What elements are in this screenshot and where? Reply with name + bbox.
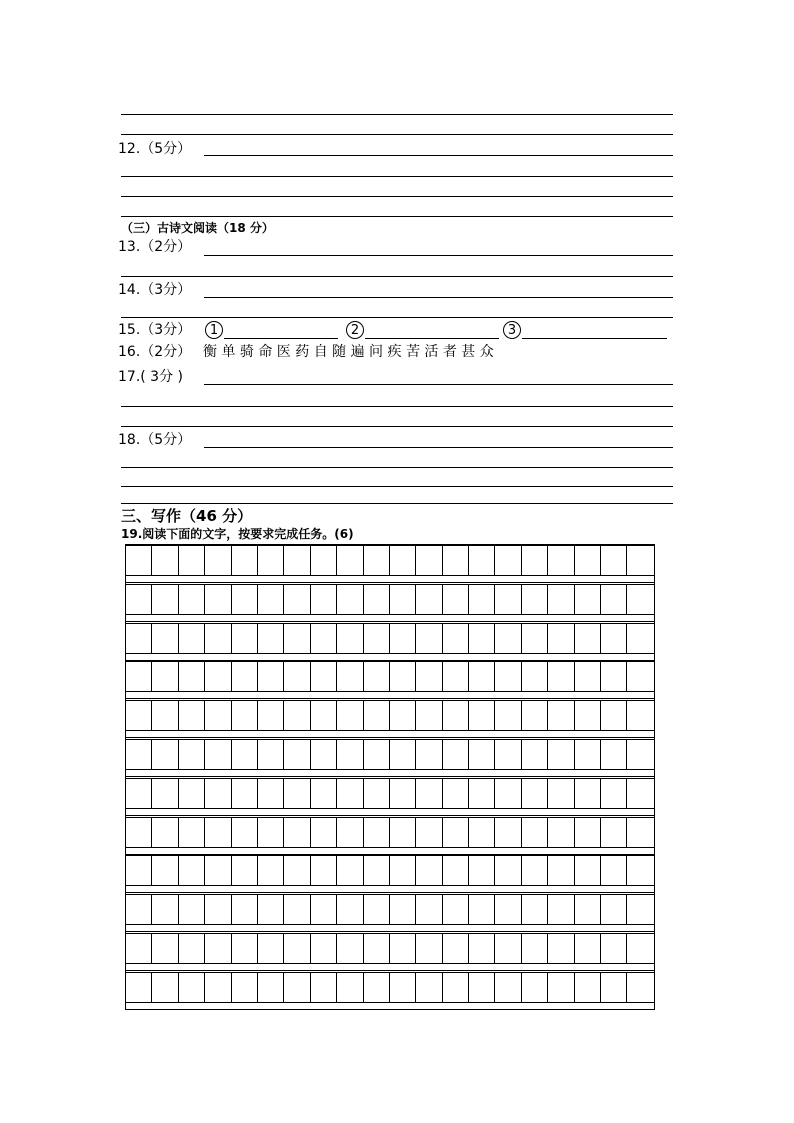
grid-cell[interactable] xyxy=(469,661,495,692)
grid-spacer-line xyxy=(126,1009,654,1010)
grid-cell[interactable] xyxy=(284,545,310,576)
grid-cell[interactable] xyxy=(232,778,258,809)
grid-cell[interactable] xyxy=(258,894,284,925)
grid-cell[interactable] xyxy=(443,778,469,809)
grid-cell[interactable] xyxy=(416,855,442,886)
grid-cell[interactable] xyxy=(311,623,337,654)
grid-cell[interactable] xyxy=(364,817,390,848)
grid-cell[interactable] xyxy=(390,661,416,692)
grid-cell[interactable] xyxy=(416,584,442,615)
grid-cell[interactable] xyxy=(522,739,548,770)
answer-line[interactable] xyxy=(121,196,673,197)
grid-cell[interactable] xyxy=(337,661,363,692)
q12-label: 12.（5分） xyxy=(118,141,192,157)
grid-cell[interactable] xyxy=(416,545,442,576)
grid-cell[interactable] xyxy=(548,855,574,886)
grid-row xyxy=(126,700,654,731)
grid-cell[interactable] xyxy=(179,855,205,886)
grid-cell[interactable] xyxy=(627,778,653,809)
grid-cell[interactable] xyxy=(152,972,178,1003)
composition-grid[interactable] xyxy=(125,544,655,1010)
grid-cell[interactable] xyxy=(575,933,601,964)
answer-line[interactable] xyxy=(121,467,673,468)
grid-cell[interactable] xyxy=(416,972,442,1003)
grid-cell[interactable] xyxy=(390,545,416,576)
grid-cell[interactable] xyxy=(152,739,178,770)
grid-cell[interactable] xyxy=(337,894,363,925)
grid-cell[interactable] xyxy=(548,817,574,848)
grid-cell[interactable] xyxy=(337,933,363,964)
answer-line[interactable] xyxy=(121,176,673,177)
grid-cell[interactable] xyxy=(284,855,310,886)
grid-cell[interactable] xyxy=(443,739,469,770)
grid-cell[interactable] xyxy=(364,933,390,964)
q19-instruction: 19.阅读下面的文字，按要求完成任务。(6) xyxy=(121,527,354,541)
grid-cell[interactable] xyxy=(548,700,574,731)
grid-cell[interactable] xyxy=(205,700,231,731)
grid-cell[interactable] xyxy=(126,623,152,654)
grid-cell[interactable] xyxy=(575,661,601,692)
grid-cell[interactable] xyxy=(258,972,284,1003)
grid-cell[interactable] xyxy=(522,623,548,654)
grid-cell[interactable] xyxy=(601,739,627,770)
grid-cell[interactable] xyxy=(364,972,390,1003)
grid-row xyxy=(126,661,654,692)
grid-cell[interactable] xyxy=(258,817,284,848)
grid-cell[interactable] xyxy=(601,778,627,809)
grid-cell[interactable] xyxy=(126,933,152,964)
grid-cell[interactable] xyxy=(575,545,601,576)
grid-cell[interactable] xyxy=(126,855,152,886)
grid-cell[interactable] xyxy=(443,623,469,654)
grid-cell[interactable] xyxy=(495,972,521,1003)
grid-cell[interactable] xyxy=(390,778,416,809)
grid-cell[interactable] xyxy=(311,894,337,925)
answer-line[interactable] xyxy=(121,486,673,487)
grid-cell[interactable] xyxy=(548,739,574,770)
grid-cell[interactable] xyxy=(126,778,152,809)
q13-answer-line[interactable] xyxy=(204,255,673,256)
grid-cell[interactable] xyxy=(390,623,416,654)
grid-cell[interactable] xyxy=(627,700,653,731)
grid-cell[interactable] xyxy=(548,972,574,1003)
grid-cell[interactable] xyxy=(522,778,548,809)
grid-cell[interactable] xyxy=(548,894,574,925)
grid-cell[interactable] xyxy=(152,661,178,692)
q15-blank-2[interactable] xyxy=(365,338,499,339)
grid-cell[interactable] xyxy=(469,894,495,925)
grid-cell[interactable] xyxy=(126,584,152,615)
grid-cell[interactable] xyxy=(548,778,574,809)
grid-cell[interactable] xyxy=(364,584,390,615)
grid-cell[interactable] xyxy=(179,933,205,964)
grid-cell[interactable] xyxy=(548,933,574,964)
grid-cell[interactable] xyxy=(522,584,548,615)
grid-cell[interactable] xyxy=(258,700,284,731)
answer-line[interactable] xyxy=(121,114,673,115)
grid-cell[interactable] xyxy=(179,894,205,925)
grid-cell[interactable] xyxy=(364,739,390,770)
grid-cell[interactable] xyxy=(469,972,495,1003)
grid-cell[interactable] xyxy=(601,894,627,925)
grid-cell[interactable] xyxy=(443,700,469,731)
answer-line[interactable] xyxy=(121,503,673,504)
grid-cell[interactable] xyxy=(258,855,284,886)
grid-cell[interactable] xyxy=(179,778,205,809)
grid-cell[interactable] xyxy=(548,584,574,615)
grid-cell[interactable] xyxy=(232,933,258,964)
grid-cell[interactable] xyxy=(548,661,574,692)
grid-cell[interactable] xyxy=(495,545,521,576)
grid-cell[interactable] xyxy=(575,778,601,809)
grid-cell[interactable] xyxy=(311,778,337,809)
answer-line[interactable] xyxy=(121,216,673,217)
grid-cell[interactable] xyxy=(284,700,310,731)
grid-cell[interactable] xyxy=(522,894,548,925)
grid-row xyxy=(126,778,654,809)
grid-cell[interactable] xyxy=(601,700,627,731)
grid-cell[interactable] xyxy=(311,545,337,576)
grid-cell[interactable] xyxy=(416,623,442,654)
grid-cell[interactable] xyxy=(575,817,601,848)
grid-cell[interactable] xyxy=(390,855,416,886)
grid-cell[interactable] xyxy=(284,778,310,809)
grid-cell[interactable] xyxy=(311,584,337,615)
grid-cell[interactable] xyxy=(232,972,258,1003)
grid-row xyxy=(126,623,654,654)
grid-cell[interactable] xyxy=(311,700,337,731)
grid-cell[interactable] xyxy=(311,933,337,964)
grid-row xyxy=(126,584,654,615)
grid-cell[interactable] xyxy=(495,584,521,615)
grid-cell[interactable] xyxy=(311,855,337,886)
grid-cell[interactable] xyxy=(469,817,495,848)
grid-cell[interactable] xyxy=(337,817,363,848)
grid-cell[interactable] xyxy=(284,894,310,925)
section-writing: 三、写作（46 分） xyxy=(121,507,253,525)
grid-cell[interactable] xyxy=(284,933,310,964)
grid-cell[interactable] xyxy=(495,778,521,809)
q18-label: 18.（5分） xyxy=(118,432,192,448)
grid-cell[interactable] xyxy=(522,855,548,886)
grid-cell[interactable] xyxy=(179,972,205,1003)
q14-answer-line[interactable] xyxy=(204,297,673,298)
answer-line[interactable] xyxy=(121,426,673,427)
grid-cell[interactable] xyxy=(258,623,284,654)
grid-cell[interactable] xyxy=(575,700,601,731)
circled-number-2: 2 xyxy=(346,321,364,339)
grid-cell[interactable] xyxy=(495,739,521,770)
grid-cell[interactable] xyxy=(126,739,152,770)
grid-cell[interactable] xyxy=(548,545,574,576)
grid-cell[interactable] xyxy=(416,739,442,770)
circled-number-3: 3 xyxy=(503,321,521,339)
grid-cell[interactable] xyxy=(522,545,548,576)
grid-cell[interactable] xyxy=(469,778,495,809)
grid-cell[interactable] xyxy=(575,584,601,615)
grid-cell[interactable] xyxy=(495,700,521,731)
grid-cell[interactable] xyxy=(337,545,363,576)
grid-cell[interactable] xyxy=(205,933,231,964)
grid-cell[interactable] xyxy=(495,855,521,886)
q15-blank-3[interactable] xyxy=(522,338,667,339)
answer-line[interactable] xyxy=(121,317,673,318)
grid-cell[interactable] xyxy=(179,700,205,731)
grid-cell[interactable] xyxy=(495,933,521,964)
grid-cell[interactable] xyxy=(232,623,258,654)
grid-cell[interactable] xyxy=(443,661,469,692)
grid-cell[interactable] xyxy=(232,817,258,848)
grid-cell[interactable] xyxy=(337,700,363,731)
grid-cell[interactable] xyxy=(152,584,178,615)
grid-cell[interactable] xyxy=(627,855,653,886)
grid-cell[interactable] xyxy=(495,894,521,925)
grid-cell[interactable] xyxy=(522,661,548,692)
grid-cell[interactable] xyxy=(126,894,152,925)
grid-cell[interactable] xyxy=(258,778,284,809)
grid-cell[interactable] xyxy=(627,584,653,615)
grid-cell[interactable] xyxy=(311,661,337,692)
grid-cell[interactable] xyxy=(469,739,495,770)
grid-cell[interactable] xyxy=(627,661,653,692)
grid-cell[interactable] xyxy=(390,700,416,731)
grid-cell[interactable] xyxy=(258,661,284,692)
grid-cell[interactable] xyxy=(495,623,521,654)
grid-cell[interactable] xyxy=(126,545,152,576)
grid-cell[interactable] xyxy=(152,894,178,925)
grid-cell[interactable] xyxy=(232,545,258,576)
grid-cell[interactable] xyxy=(232,700,258,731)
grid-cell[interactable] xyxy=(205,584,231,615)
grid-cell[interactable] xyxy=(390,817,416,848)
grid-cell[interactable] xyxy=(443,855,469,886)
grid-cell[interactable] xyxy=(152,933,178,964)
grid-cell[interactable] xyxy=(337,855,363,886)
grid-cell[interactable] xyxy=(390,584,416,615)
grid-cell[interactable] xyxy=(179,545,205,576)
grid-cell[interactable] xyxy=(126,972,152,1003)
grid-cell[interactable] xyxy=(126,661,152,692)
grid-cell[interactable] xyxy=(469,855,495,886)
grid-cell[interactable] xyxy=(337,778,363,809)
grid-cell[interactable] xyxy=(443,584,469,615)
grid-cell[interactable] xyxy=(205,623,231,654)
grid-row xyxy=(126,933,654,964)
grid-cell[interactable] xyxy=(601,584,627,615)
grid-cell[interactable] xyxy=(416,661,442,692)
grid-cell[interactable] xyxy=(337,623,363,654)
q17-label: 17.( 3分 ) xyxy=(118,369,183,385)
grid-cell[interactable] xyxy=(627,817,653,848)
grid-cell[interactable] xyxy=(575,739,601,770)
grid-cell[interactable] xyxy=(469,700,495,731)
grid-cell[interactable] xyxy=(390,933,416,964)
grid-cell[interactable] xyxy=(284,584,310,615)
grid-cell[interactable] xyxy=(205,778,231,809)
grid-cell[interactable] xyxy=(469,584,495,615)
grid-cell[interactable] xyxy=(627,545,653,576)
grid-cell[interactable] xyxy=(627,623,653,654)
q15-label: 15.（3分） xyxy=(118,322,192,338)
grid-cell[interactable] xyxy=(443,817,469,848)
grid-cell[interactable] xyxy=(469,545,495,576)
grid-cell[interactable] xyxy=(601,855,627,886)
q17-answer-line[interactable] xyxy=(204,384,673,385)
grid-cell[interactable] xyxy=(179,739,205,770)
grid-cell[interactable] xyxy=(443,972,469,1003)
grid-cell[interactable] xyxy=(152,855,178,886)
grid-cell[interactable] xyxy=(443,545,469,576)
grid-cell[interactable] xyxy=(179,817,205,848)
grid-cell[interactable] xyxy=(284,661,310,692)
grid-cell[interactable] xyxy=(152,623,178,654)
grid-cell[interactable] xyxy=(337,584,363,615)
grid-row xyxy=(126,855,654,886)
grid-cell[interactable] xyxy=(364,700,390,731)
grid-row xyxy=(126,817,654,848)
grid-cell[interactable] xyxy=(627,933,653,964)
grid-cell[interactable] xyxy=(232,855,258,886)
q18-answer-line[interactable] xyxy=(204,447,673,448)
grid-cell[interactable] xyxy=(337,739,363,770)
grid-cell[interactable] xyxy=(390,739,416,770)
grid-cell[interactable] xyxy=(416,933,442,964)
grid-cell[interactable] xyxy=(205,739,231,770)
grid-cell[interactable] xyxy=(627,739,653,770)
grid-cell[interactable] xyxy=(179,623,205,654)
grid-cell[interactable] xyxy=(627,894,653,925)
grid-cell[interactable] xyxy=(522,972,548,1003)
grid-cell[interactable] xyxy=(364,894,390,925)
circled-number-1: 1 xyxy=(205,321,223,339)
grid-cell[interactable] xyxy=(337,972,363,1003)
grid-cell[interactable] xyxy=(205,545,231,576)
grid-cell[interactable] xyxy=(627,972,653,1003)
grid-cell[interactable] xyxy=(179,584,205,615)
grid-cell[interactable] xyxy=(443,894,469,925)
grid-cell[interactable] xyxy=(575,855,601,886)
grid-row xyxy=(126,972,654,1003)
grid-cell[interactable] xyxy=(284,623,310,654)
grid-cell[interactable] xyxy=(152,700,178,731)
grid-row xyxy=(126,545,654,576)
grid-cell[interactable] xyxy=(258,933,284,964)
grid-cell[interactable] xyxy=(601,817,627,848)
grid-cell[interactable] xyxy=(152,545,178,576)
grid-cell[interactable] xyxy=(284,972,310,1003)
grid-cell[interactable] xyxy=(364,855,390,886)
grid-cell[interactable] xyxy=(258,545,284,576)
grid-cell[interactable] xyxy=(495,661,521,692)
answer-line[interactable] xyxy=(121,134,673,135)
answer-line[interactable] xyxy=(121,276,673,277)
grid-cell[interactable] xyxy=(311,817,337,848)
grid-cell[interactable] xyxy=(311,739,337,770)
grid-cell[interactable] xyxy=(601,933,627,964)
grid-cell[interactable] xyxy=(232,584,258,615)
grid-cell[interactable] xyxy=(205,972,231,1003)
grid-cell[interactable] xyxy=(416,778,442,809)
grid-cell[interactable] xyxy=(205,894,231,925)
grid-cell[interactable] xyxy=(364,545,390,576)
grid-cell[interactable] xyxy=(152,778,178,809)
q16-sentence: 衡 单 骑 命 医 药 自 随 遍 问 疾 苦 活 者 甚 众 xyxy=(203,344,494,360)
grid-cell[interactable] xyxy=(390,972,416,1003)
q16-label: 16.（2分） xyxy=(118,344,192,360)
grid-cell[interactable] xyxy=(601,661,627,692)
grid-cell[interactable] xyxy=(575,894,601,925)
grid-cell[interactable] xyxy=(232,739,258,770)
grid-cell[interactable] xyxy=(601,545,627,576)
grid-cell[interactable] xyxy=(601,972,627,1003)
grid-cell[interactable] xyxy=(495,817,521,848)
grid-cell[interactable] xyxy=(522,933,548,964)
grid-cell[interactable] xyxy=(126,700,152,731)
grid-row xyxy=(126,894,654,925)
q13-label: 13.（2分） xyxy=(118,239,192,255)
grid-cell[interactable] xyxy=(575,972,601,1003)
grid-cell[interactable] xyxy=(205,855,231,886)
grid-cell[interactable] xyxy=(205,661,231,692)
grid-cell[interactable] xyxy=(284,817,310,848)
grid-cell[interactable] xyxy=(126,817,152,848)
grid-cell[interactable] xyxy=(575,623,601,654)
grid-cell[interactable] xyxy=(364,661,390,692)
grid-cell[interactable] xyxy=(390,894,416,925)
section-classical-reading: （三）古诗文阅读（18 分） xyxy=(121,221,274,235)
grid-cell[interactable] xyxy=(284,739,310,770)
grid-cell[interactable] xyxy=(601,623,627,654)
grid-cell[interactable] xyxy=(258,739,284,770)
q14-label: 14.（3分） xyxy=(118,282,192,298)
grid-cell[interactable] xyxy=(548,623,574,654)
grid-cell[interactable] xyxy=(443,933,469,964)
answer-line[interactable] xyxy=(121,406,673,407)
grid-cell[interactable] xyxy=(522,817,548,848)
grid-cell[interactable] xyxy=(364,778,390,809)
grid-cell[interactable] xyxy=(469,933,495,964)
grid-cell[interactable] xyxy=(232,894,258,925)
q12-answer-line[interactable] xyxy=(204,155,673,156)
grid-cell[interactable] xyxy=(152,817,178,848)
grid-cell[interactable] xyxy=(416,894,442,925)
q15-blank-1[interactable] xyxy=(224,338,338,339)
grid-row xyxy=(126,739,654,770)
grid-cell[interactable] xyxy=(522,700,548,731)
grid-cell[interactable] xyxy=(179,661,205,692)
grid-cell[interactable] xyxy=(258,584,284,615)
grid-cell[interactable] xyxy=(205,817,231,848)
grid-cell[interactable] xyxy=(469,623,495,654)
grid-cell[interactable] xyxy=(311,972,337,1003)
grid-cell[interactable] xyxy=(416,817,442,848)
grid-cell[interactable] xyxy=(416,700,442,731)
grid-cell[interactable] xyxy=(232,661,258,692)
grid-cell[interactable] xyxy=(364,623,390,654)
